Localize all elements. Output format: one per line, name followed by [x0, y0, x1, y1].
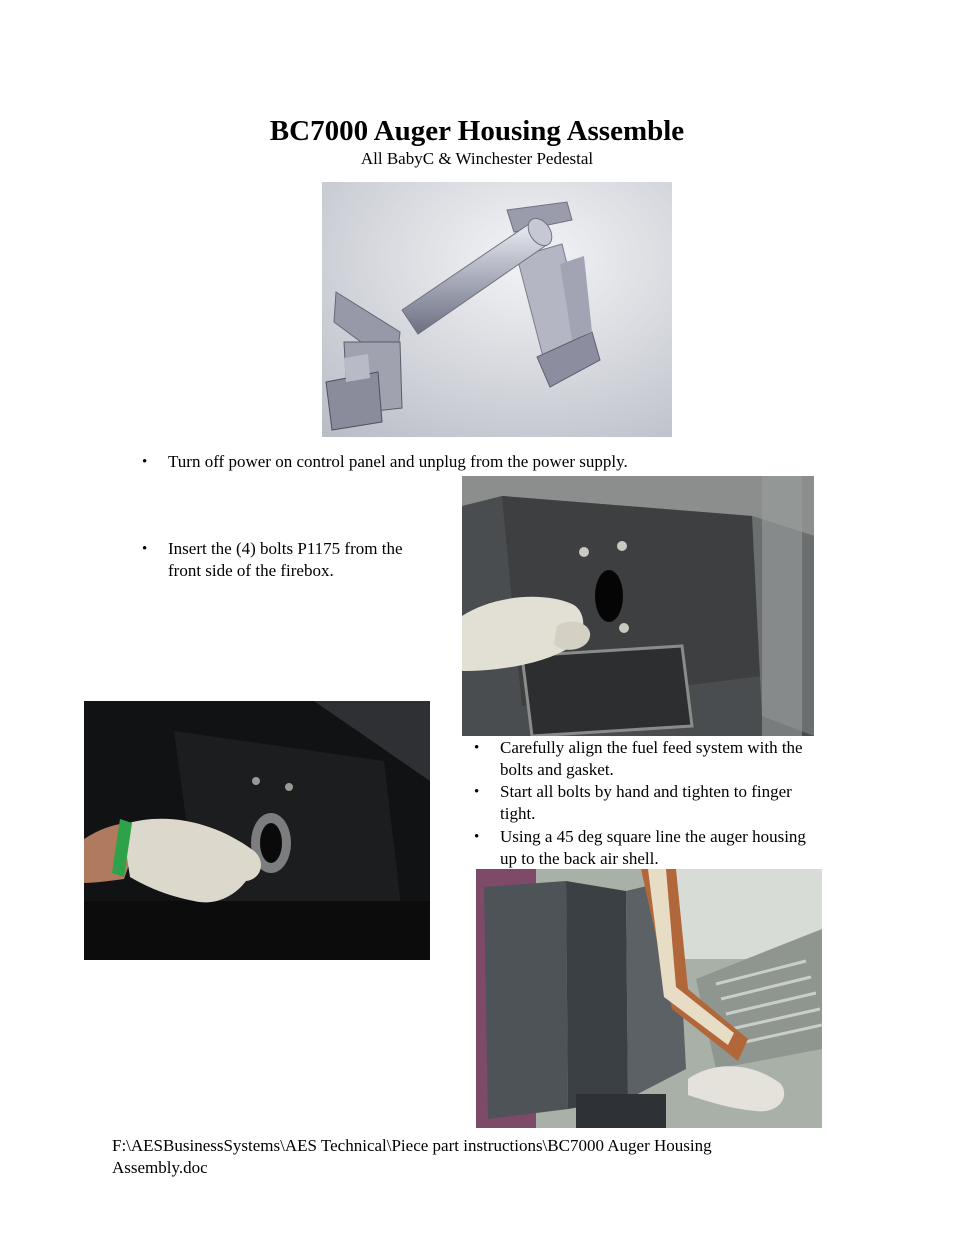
instruction-line: Start all bolts by hand and tighten to finger: [500, 782, 792, 801]
page-subtitle: All BabyC & Winchester Pedestal: [360, 149, 594, 168]
instruction-turn-off-power: Turn off power on control panel and unplug from the power supply.: [168, 452, 628, 471]
instruction-start-bolts: [500, 781, 860, 825]
auger-housing-render-image: [322, 182, 672, 437]
instruction-bullet: •: [142, 541, 148, 557]
instruction-bullet: •: [474, 784, 480, 800]
page-title: BC7000 Auger Housing Assemble: [269, 115, 685, 147]
firebox-bolts-photo: [462, 476, 814, 736]
instruction-bullet: •: [142, 454, 148, 470]
instruction-line: Insert the (4) bolts P1175 from the: [168, 539, 403, 558]
instruction-line: up to the back air shell.: [500, 849, 659, 868]
footer-line: F:\AESBusinessSystems\AES Technical\Piece part instructions\BC7000 Auger Housing: [112, 1136, 712, 1155]
auger-housing-install-photo: [476, 869, 822, 1128]
document-file-path-footer: [112, 1135, 812, 1179]
instruction-square-line: [500, 826, 860, 870]
instruction-line: bolts and gasket.: [500, 760, 614, 779]
instruction-align-fuel-feed: [500, 737, 860, 781]
instruction-insert-bolts: [168, 538, 448, 582]
instruction-line: Carefully align the fuel feed system with the: [500, 738, 803, 757]
instruction-line: front side of the firebox.: [168, 561, 334, 580]
instruction-bullet: •: [474, 829, 480, 845]
instruction-bullet: •: [474, 740, 480, 756]
gasket-alignment-photo: [84, 701, 430, 960]
instruction-line: tight.: [500, 804, 536, 823]
instruction-line: Using a 45 deg square line the auger housing: [500, 827, 806, 846]
footer-line: Assembly.doc: [112, 1158, 208, 1177]
